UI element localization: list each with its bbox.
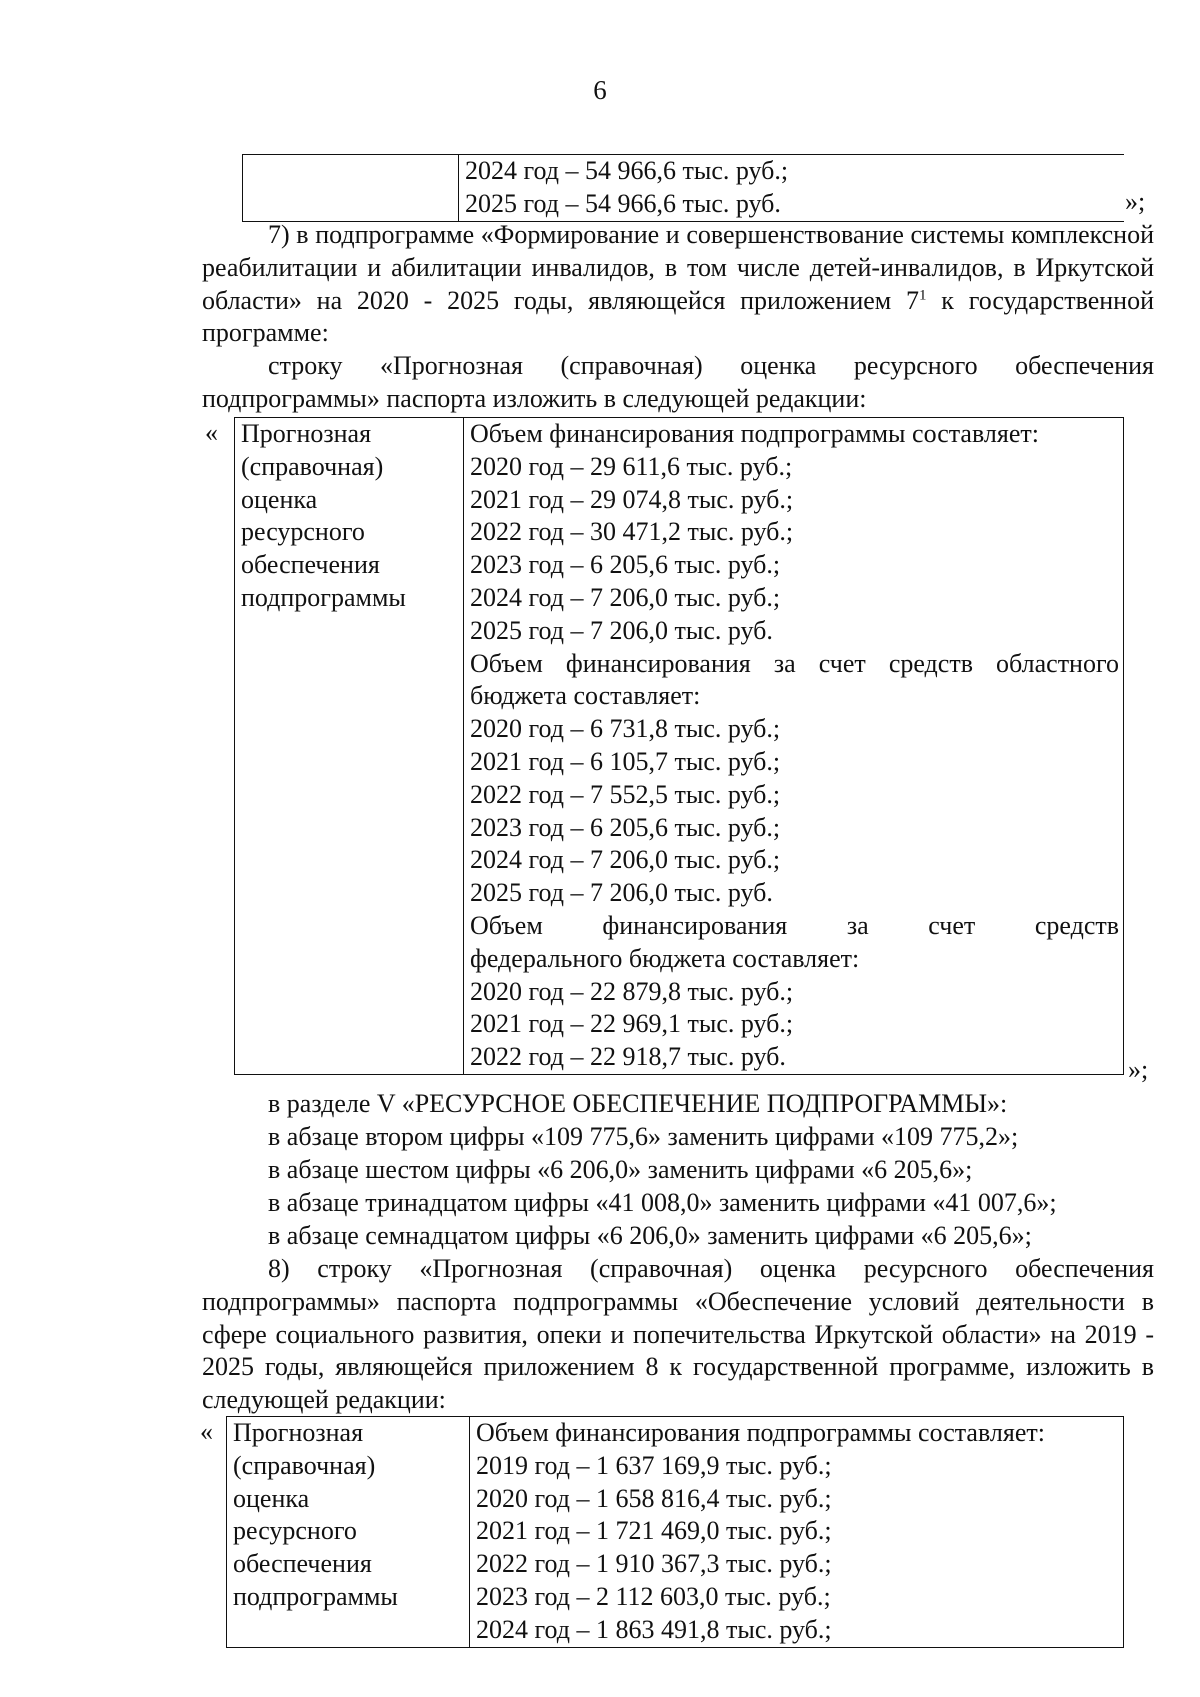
label-line: оценка — [233, 1483, 310, 1513]
value-line: 2021 год – 22 969,1 тыс. руб.; — [470, 1009, 794, 1039]
passport-value-cell — [464, 418, 1124, 1075]
passport-label-cell — [227, 1417, 470, 1648]
value-line: 2022 год – 1 910 367,3 тыс. руб.; — [476, 1549, 832, 1579]
value-line: 2025 год – 7 206,0 тыс. руб. — [470, 878, 773, 908]
label-line: подпрограммы — [233, 1581, 398, 1611]
value-line: 2022 год – 22 918,7 тыс. руб. — [470, 1042, 786, 1072]
item-7-text: 7) в подпрограмме «Формирование и совершенствование системы комплексной реабилитации и абилитации инвалидов, в том числе детей-инвалидов, в Иркутской области» на 2020 - 2025 годы, являющейся приложением 7 — [202, 220, 1154, 315]
section-v-line: в абзаце семнадцатом цифры «6 206,0» заменить цифрами «6 205,6»; — [268, 1221, 1032, 1250]
label-line: (справочная) — [233, 1450, 376, 1480]
value-line: 2024 год – 7 206,0 тыс. руб.; — [470, 582, 781, 612]
item-7-text-end: к государственной программе: — [202, 285, 1154, 348]
section-v-line: в абзаце втором цифры «109 775,6» заменить цифрами «109 775,2»; — [268, 1122, 1019, 1151]
value-line: 2023 год – 6 205,6 тыс. руб.; — [470, 550, 781, 580]
value-line: 2025 год – 7 206,0 тыс. руб. — [470, 615, 773, 645]
close-quote: »; — [1125, 187, 1146, 216]
label-line: Прогнозная — [233, 1418, 364, 1447]
value-line: 2023 год – 2 112 603,0 тыс. руб.; — [476, 1581, 831, 1611]
value-line: 2021 год – 6 105,7 тыс. руб.; — [470, 746, 781, 776]
label-line: обеспечения — [241, 550, 380, 580]
passport-label-cell — [235, 418, 464, 1075]
value-line: 2020 год – 29 611,6 тыс. руб.; — [470, 451, 793, 481]
value-line: 2021 год – 29 074,8 тыс. руб.; — [470, 484, 794, 514]
passport-value-cell — [470, 1417, 1124, 1648]
value-line: 2022 год – 7 552,5 тыс. руб.; — [470, 779, 781, 809]
item-7-superscript: 1 — [919, 286, 927, 303]
section-v-line: в абзаце шестом цифры «6 206,0» заменить цифрами «6 205,6»; — [268, 1155, 973, 1184]
section-v-heading: в разделе V «РЕСУРСНОЕ ОБЕСПЕЧЕНИЕ ПОДПРОГРАММЫ»: — [268, 1089, 1008, 1118]
table-continuation-right-cell — [459, 155, 1125, 222]
value-line: Объем финансирования за счет средств — [470, 910, 1119, 940]
passport-table-subprogram-7 — [234, 417, 1124, 1075]
value-line: Объем финансирования за счет средств областного — [470, 648, 1119, 678]
table-continuation-left-cell — [243, 155, 459, 222]
value-line: 2020 год – 22 879,8 тыс. руб.; — [470, 976, 794, 1006]
value-line: федерального бюджета составляет: — [470, 943, 860, 973]
label-line: (справочная) — [241, 451, 384, 481]
value-line: Объем финансирования подпрограммы составляет: — [470, 419, 1039, 448]
item-8-paragraph: 8) строку «Прогнозная (справочная) оценка ресурсного обеспечения подпрограммы» паспорта подпрограммы «Обеспечение условий деятельности в сфере социального развития, опеки и попечительства Иркутской области» на 2019 - 2025 годы, являющейся приложением 8 к государственной программе, изложить в следующей редакции: — [202, 1254, 1154, 1415]
value-line: 2021 год – 1 721 469,0 тыс. руб.; — [476, 1516, 832, 1546]
value-line: 2020 год – 1 658 816,4 тыс. руб.; — [476, 1483, 832, 1513]
label-line: ресурсного — [233, 1516, 357, 1546]
value-line: бюджета составляет: — [470, 681, 701, 711]
table-continuation-line: 2024 год – 54 966,6 тыс. руб.; — [465, 156, 789, 185]
section-v-line: в абзаце тринадцатом цифры «41 008,0» заменить цифрами «41 007,6»; — [268, 1188, 1057, 1217]
passport-table-subprogram-8 — [226, 1416, 1124, 1648]
value-line: 2024 год – 1 863 491,8 тыс. руб.; — [476, 1614, 832, 1644]
page-number: 6 — [593, 75, 607, 105]
open-quote: « — [205, 418, 218, 447]
label-line: Прогнозная — [241, 419, 372, 448]
table-continuation — [242, 154, 1124, 222]
label-line: ресурсного — [241, 517, 365, 547]
open-quote: « — [200, 1417, 213, 1446]
label-line: оценка — [241, 484, 318, 514]
label-line: обеспечения — [233, 1549, 372, 1579]
item-7-paragraph — [202, 219, 1154, 350]
value-line: Объем финансирования подпрограммы составляет: — [476, 1418, 1045, 1447]
value-line: 2019 год – 1 637 169,9 тыс. руб.; — [476, 1450, 832, 1480]
value-line: 2022 год – 30 471,2 тыс. руб.; — [470, 517, 794, 547]
item-7-instruction: строку «Прогнозная (справочная) оценка ресурсного обеспечения подпрограммы» паспорта изложить в следующей редакции: — [202, 351, 1154, 413]
table-continuation-line: 2025 год – 54 966,6 тыс. руб. — [465, 188, 781, 218]
value-line: 2020 год – 6 731,8 тыс. руб.; — [470, 714, 781, 744]
close-quote: »; — [1128, 1055, 1149, 1084]
value-line: 2023 год – 6 205,6 тыс. руб.; — [470, 812, 781, 842]
label-line: подпрограммы — [241, 582, 406, 612]
value-line: 2024 год – 7 206,0 тыс. руб.; — [470, 845, 781, 875]
